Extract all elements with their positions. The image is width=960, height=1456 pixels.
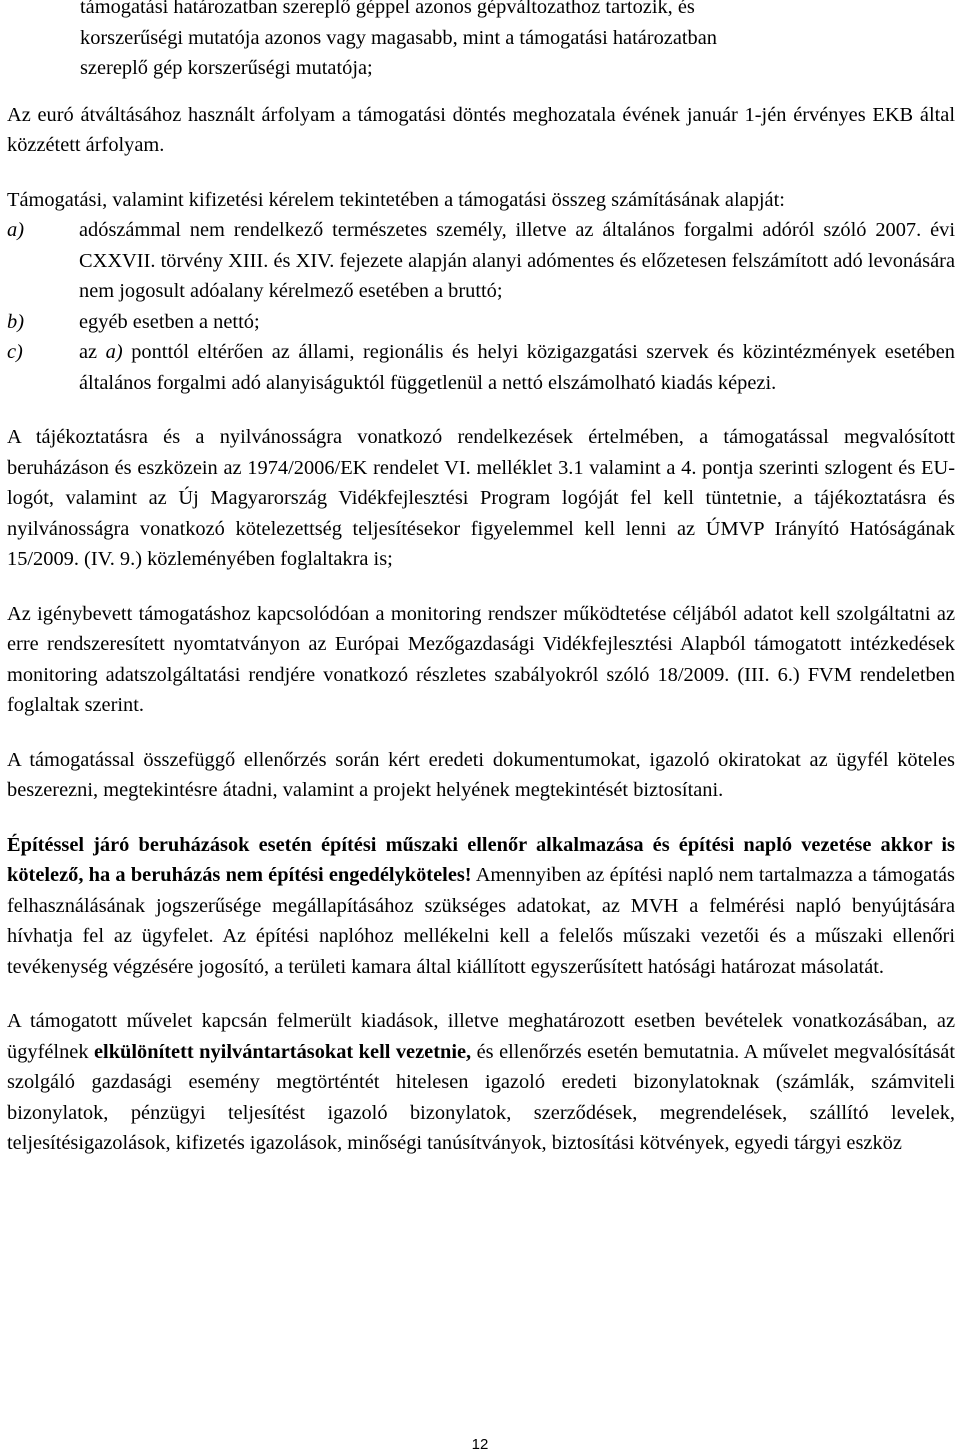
records-emphasis: elkülönített nyilvántartásokat kell vezetnie, — [94, 1040, 472, 1063]
document-body — [7, 0, 955, 1159]
list-label-c: c) — [7, 341, 23, 363]
paragraph-publicity: A tájékoztatásra és a nyilvánosságra vonatkozó rendelkezések értelmében, a támogatással megvalósított beruházáson és eszközein az 1974/2006/EK rendelet VI. melléklet 3.1 valamint a 4. pontja szerinti szlogent és EU-logót, valamint az Új Magyarország Vidékfejlesztési Program logóját fel kell tüntetnie, a tájékoztatásra és nyilvánosságra vonatkozó kötelezettség teljesítésekor figyelemmel kell lenni az ÚMVP Irányító Hatóságának 15/2009. (IV. 9.) közleményében foglaltakra is; — [7, 426, 955, 570]
paragraph-calculation-basis-intro: Támogatási, valamint kifizetési kérelem tekintetében a támogatási összeg számításának alapját: — [7, 188, 785, 211]
paragraph-exchange-rate: Az euró átváltásához használt árfolyam a támogatási döntés meghozatala évének január 1-jén érvényes EKB által közzétett árfolyam. — [7, 103, 955, 156]
paragraph-inspection: A támogatással összefüggő ellenőrzés során kért eredeti dokumentumokat, igazoló okiratokat az ügyfél köteles beszerezni, megtekintésre átadni, valamint a projekt helyének megtekintését biztosítani. — [7, 748, 955, 801]
list-item-c — [7, 337, 955, 398]
paragraph-monitoring: Az igénybevett támogatáshoz kapcsolódóan a monitoring rendszer működtetése céljából adatot kell szolgáltatni az erre rendszeresített nyomtatványon az Európai Mezőgazdasági Vidékfejlesztési Alapból támogatott intézkedések monitoring adatszolgáltatási rendjére vonatkozó részletes szabályokról szóló 18/2009. (III. 6.) FVM rendeletben foglaltak szerint. — [7, 602, 955, 716]
text-line: támogatási határozatban szereplő géppel azonos gépváltozathoz tartozik, és — [80, 0, 695, 18]
list-text-a: adószámmal nem rendelkező természetes személy, illetve az általános forgalmi adóról szóló 2007. évi CXXVII. törvény XIII. és XIV. fejezete alapján alanyi adómentes és előzetesen felszámított adó levonására nem jogosult adóalany kérelmező esetében a bruttó; — [79, 219, 955, 302]
records-text-before: A támogatott művelet kapcsán felmerült kiadások, illetve meghatározott esetben bevételek vonatkozásában, az ügyfélnek — [7, 1010, 955, 1063]
text-line: korszerűségi mutatója azonos vagy magasabb, mint a támogatási határozatban — [80, 26, 717, 49]
list-text-c-prefix: az — [79, 341, 98, 363]
list-text-c: ponttól eltérően az állami, regionális és helyi közigazgatási szervek és közintézmények esetében általános forgalmi adó alanyiságuktól függetlenül a nettó elszámolható kiadás képezi. — [79, 341, 955, 394]
page-number: 12 — [471, 1436, 489, 1453]
list-item-a — [7, 215, 955, 307]
paragraph-machine-variant — [7, 0, 955, 84]
records-text-after: és ellenőrzés esetén bemutatnia. A művelet megvalósítását szolgáló gazdasági esemény megtörténtét hitelesen igazoló eredeti bizonylatoknak (számlák, számviteli bizonylatok, pénzügyi teljesítést igazoló bizonylatok, szerződések, megrendelések, szállító levelek, teljesítésigazolások, kifizetés igazolások, minőségi tanúsítványok, biztosítási kötvények, egyedi tárgyi eszköz — [7, 1040, 955, 1154]
list-ref-a: a) — [105, 341, 123, 363]
list-text-b: egyéb esetben a nettó; — [79, 310, 260, 333]
construction-log-text: Amennyiben az építési napló nem tartalmazza a támogatás felhasználásának jogszerűsége megállapításához szükséges adatokat, az MVH a felmérési napló benyújtására hívhatja fel az ügyfelet. Az építési naplóhoz mellékelni kell a felelős műszaki vezetői és a műszaki ellenőri tevékenység végzésére jogosító, a területi kamara által kiállított egyszerűsített hatósági határozat másolatát. — [7, 864, 955, 978]
list-item-b — [7, 307, 955, 338]
list-label-a: a) — [7, 219, 24, 241]
paragraph-separate-records — [7, 1006, 955, 1159]
construction-log-emphasis: Építéssel járó beruházások esetén építési műszaki ellenőr alkalmazása és építési napló vezetése akkor is kötelező, ha a beruházás nem építési engedélyköteles! — [7, 833, 955, 886]
list-label-b: b) — [7, 310, 24, 333]
text-line: szereplő gép korszerűségi mutatója; — [80, 57, 373, 79]
paragraph-construction-log — [7, 830, 955, 983]
